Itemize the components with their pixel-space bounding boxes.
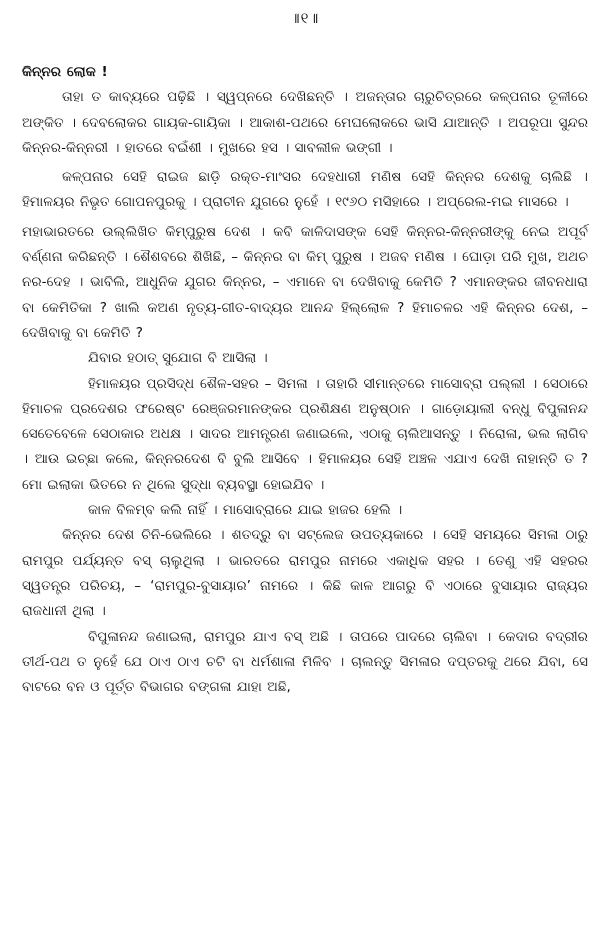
paragraph: ତାହା ତ କାବ୍ୟରେ ପଢ଼ିଛି । ସ୍ୱପ୍ନରେ ଦେଖିଛନ୍ତି । ଅଜନ୍ତାର ଚାରୁଚିତ୍ରରେ କଳ୍ପନାର ତୂଳୀରେ ଅଙ୍କିତ । ଦେବଲୋକର ଗାୟକ-ଗାୟିକା । ଆକାଶ-ପଥରେ ମେଘଲୋକରେ ଭାସି ଯାଆନ୍ତି । ଅପରୂପା ସୁନ୍ଦର କିନ୍ନର-କିନ୍ନରୀ । ହାତରେ ବଇଁଶୀ । ମୁଖରେ ହସ । ସାବଲୀଳ ଭଙ୍ଗୀ । — [22, 89, 588, 156]
chapter-title: କିନ୍ନର ଲୋକ ! — [22, 64, 108, 80]
paragraph: କିନ୍ନର ଦେଶ ଚିନି-ଭେଲିରେ । ଶତଦ୍ରୁ ବା ସଟ୍‌ଲେଜ ଉପତ୍ୟକାରେ । ସେହି ସମୟରେ ସିମଳା ଠାରୁ ରାମପୁର ପର୍ଯ୍ୟନ୍ତ ବସ୍ ଚାଲୁଥିଲା । ଭାରତରେ ରାମପୁର ନାମରେ ଏକାଧିକ ସହର । ତେଣୁ ଏହି ସହରର ସ୍ୱତନ୍ତ୍ର ପରିଚୟ, – ‘ରାମପୁର-ବୁସାୟାର’ ନାମରେ । କିଛି କାଳ ଆଗରୁ ବି ଏଠାରେ ବୁସାୟାର ରାଜ୍ୟର ରାଜଧାନୀ ଥିଲା । — [22, 527, 588, 620]
book-page — [22, 0, 588, 700]
paragraph: ଯିବାର ହଠାତ୍ ସୁଯୋଗ ବି ଆସିଲା । — [88, 350, 268, 367]
paragraph: ବିପୁଳାନନ୍ଦ ଜଣାଇଲା, ରାମପୁର ଯାଏ ବସ୍ ଅଛି । ତାପରେ ପାଦରେ ଚାଲିବା । କେଦାର ବଦ୍ରୀର ତୀର୍ଥ-ପଥ ତ ନୁହେଁ ଯେ ଠାଏ ଠାଏ ଚଟି ବା ଧର୍ମଶାଳା ମିଳିବ । ଚାଲନ୍ତୁ ସିମଳାର ଦପ୍ତରକୁ ଥରେ ଯିବା, ସେ ବାଟରେ ବନ ଓ ପୂର୍ତ୍ତ ବିଭାଗର ବଙ୍ଗଳା ଯାହା ଅଛି, — [22, 628, 588, 696]
paragraph: ମହାଭାରତରେ ଉଲ୍ଲିଖିତ କିମ୍ପୁରୁଷ ଦେଶ । କବି କାଳିଦାସଙ୍କ ସେହି କିନ୍ନର-କିନ୍ନରୀଙ୍କୁ ନେଇ ଅପୂର୍ବ ବର୍ଣ୍ଣନା କରିଛନ୍ତି । ଶୈଶବରେ ଶିଖିଛି, – କିନ୍ନର ବା କିମ୍ ପୁରୁଷ । ଅଜବ ମଣିଷ । ଘୋଡ଼ା ପରି ମୁଖ, ଅଥଚ ନର-ଦେହ । ଭାବିଲି, ଆଧୁନିକ ଯୁଗର କିନ୍ନର, – ଏମାନେ ବା ଦେଖିବାକୁ କେମିତି ? ଏମାନଙ୍କର ଜୀବନଧାରା ବା କେମିତିକା ? ଖାଲି କଅଣ ନୃତ୍ୟ-ଗୀତ-ବାଦ୍ୟର ଆନନ୍ଦ ହିଲ୍ଲୋଳ ? ହିମାଚଳର ଏହି କିନ୍ନର ଦେଶ, – ଦେଖିବାକୁ ବା କେମିତି ? — [22, 223, 588, 341]
paragraph: ହିମାଳୟର ପ୍ରସିଦ୍ଧ ଶୈଳ-ସହର – ସିମଳା । ତାହାରି ସୀମାନ୍ତରେ ମାସୋବ୍ରା ପଲ୍ଲୀ । ସେଠାରେ ହିମାଚଳ ପ୍ରଦେଶର ଫରେଷ୍ଟ ରେଞ୍ଜରମାନଙ୍କର ପ୍ରଶିକ୍ଷଣ ଅନୁଷ୍ଠାନ । ଗାଡ଼ୋୟାଲୀ ବନ୍ଧୁ ବିପୁଳାନନ୍ଦ ସେତେବେଳେ ସେଠାକାର ଅଧକ୍ଷ । ସାଦର ଆମନ୍ତ୍ରଣ ଜଣାଇଲେ, ଏଠାକୁ ଚାଲିଆସନ୍ତୁ । ନିରୋଳା, ଭଲ ଲାଗିବ । ଆଉ ଇଚ୍ଛା କଲେ, କିନ୍ନରଦେଶ ବି ବୁଲି ଆସିବେ । ହିମାଳୟର ସେହି ଅଞ୍ଚଳ ଏଯାଏ ଦେଖି ନାହାନ୍ତି ତ ? ମୋ ଇଲାକା ଭିତରେ ନ ଥିଲେ ସୁଦ୍ଧା ବ୍ୟବସ୍ଥା ହୋଇଯିବ । — [22, 375, 588, 493]
paragraph: କଳ୍ପନାର ସେହି ରାଇଜ ଛାଡ଼ି ରକ୍ତ-ମାଂସର ଦେହଧାରୀ ମଣିଷ ସେହି କିନ୍ନର ଦେଶକୁ ଚାଲିଛି । ହିମାଳୟର ନିଭୃତ ଗୋପନପୁରକୁ । ପ୍ରାଚୀନ ଯୁଗରେ ନୁହେଁ । ୧୯୬୦ ମସିହାରେ । ଅପ୍ରେଲ-ମଇ ମାସରେ । — [22, 169, 588, 211]
paragraph: କାଳ ବିଳମ୍ବ କଲି ନାହିଁ । ମାସୋବ୍ରାରେ ଯାଇ ହାଜର ହେଲି । — [88, 502, 403, 519]
page-number: ॥୧॥ — [290, 9, 320, 27]
